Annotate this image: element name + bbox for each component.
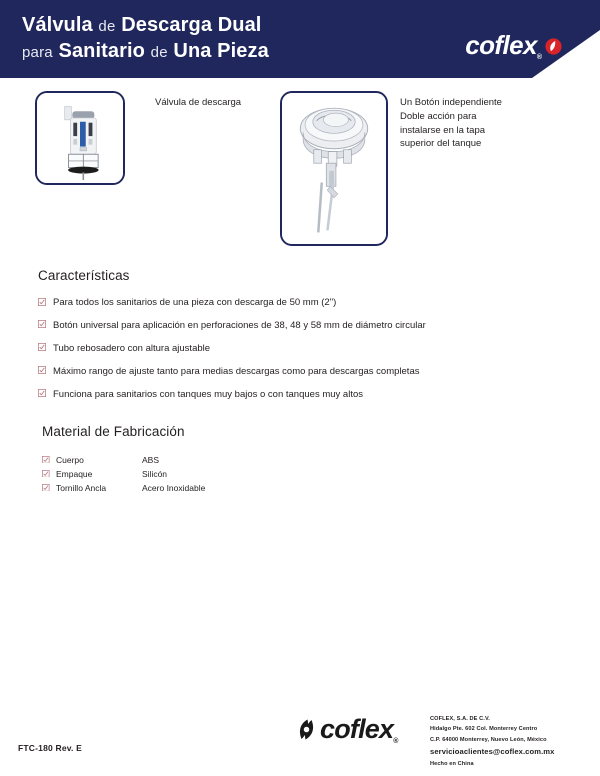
flush-valve-photo	[37, 93, 123, 183]
origin-text: Hecho en China	[430, 761, 474, 768]
title-word-para: para	[22, 44, 53, 62]
feature-text: Botón universal para aplicación en perforaciones de 38, 48 y 58 mm de diámetro circular	[53, 319, 426, 331]
coflex-droplet-icon	[297, 719, 316, 740]
checkbox-checked-icon	[42, 483, 56, 497]
caption-line-1: Un Botón independiente	[400, 97, 502, 108]
checkbox-checked-icon	[38, 389, 46, 397]
features-list	[38, 297, 426, 400]
materials-table	[42, 455, 205, 497]
feature-item	[38, 320, 426, 331]
material-part-name: Empaque	[56, 469, 93, 480]
material-part-name: Tornillo Ancla	[56, 483, 107, 494]
checkbox-checked-icon	[38, 343, 46, 351]
header-logo-trademark: ®	[536, 54, 542, 61]
title-word-sanitario: Sanitario	[58, 40, 145, 63]
feature-item	[38, 343, 426, 354]
feature-item	[38, 389, 426, 400]
header-logo-text: coflex	[465, 30, 537, 60]
checkbox-checked-icon	[38, 320, 46, 328]
material-value: Silicón	[142, 469, 168, 480]
product-images-area	[0, 78, 600, 258]
checkbox-checked-icon	[42, 455, 56, 469]
dual-flush-button-caption	[400, 96, 580, 151]
title-word-una-pieza: Una Pieza	[173, 40, 269, 63]
header-logo-wordmark	[465, 30, 542, 61]
flush-valve-caption: Válvula de descarga	[155, 97, 242, 108]
feature-text: Para todos los sanitarios de una pieza con descarga de 50 mm (2")	[53, 297, 337, 308]
page-title	[22, 12, 269, 65]
material-part-name: Cuerpo	[56, 455, 84, 465]
title-line-1	[22, 12, 269, 38]
footer-brand-logo	[297, 714, 398, 745]
caption-line-2: Doble acción para	[400, 110, 477, 122]
company-address-block	[430, 714, 554, 769]
page-header	[0, 0, 600, 78]
features-title: Características	[38, 268, 130, 283]
table-row	[42, 483, 205, 497]
feature-item	[38, 366, 426, 377]
document-code: FTC-180 Rev. E	[18, 743, 83, 753]
caption-line-4: superior del tanque	[400, 138, 482, 150]
caption-line-3: instalarse en la tapa	[400, 124, 486, 136]
title-word-de-1: de	[98, 18, 116, 35]
material-value: Acero Inoxidable	[142, 483, 206, 494]
company-name: COFLEX, S.A. DE C.V.	[430, 716, 490, 722]
feature-text: Tubo rebosadero con altura ajustable	[53, 342, 211, 354]
title-line-2	[22, 38, 269, 64]
materials-title: Material de Fabricación	[42, 424, 185, 439]
address-line-2: C.P. 64000 Monterrey, Nuevo León, México	[430, 736, 547, 743]
contact-email: servicioaclientes@coflex.com.mx	[430, 747, 555, 757]
dual-flush-button-image-box	[280, 91, 388, 246]
feature-text: Funciona para sanitarios con tanques muy bajos o con tanques muy altos	[53, 388, 363, 400]
dual-flush-button-photo	[282, 93, 386, 244]
title-word-de-2: de	[150, 44, 168, 62]
flush-valve-image-box	[35, 91, 125, 185]
features-section	[0, 268, 426, 411]
coflex-droplet-icon	[545, 38, 562, 55]
materials-section	[0, 424, 205, 497]
address-line-1: Hidalgo Pte. 602 Col. Monterrey Centro	[430, 726, 538, 733]
title-word-valvula: Válvula	[22, 14, 93, 36]
table-row	[42, 455, 205, 469]
checkbox-checked-icon	[38, 298, 46, 306]
feature-item	[38, 297, 426, 308]
checkbox-checked-icon	[42, 469, 56, 483]
footer-logo-text: coflex	[320, 714, 394, 744]
footer-logo-trademark: ®	[393, 738, 399, 745]
material-value: ABS	[142, 455, 160, 465]
feature-text: Máximo rango de ajuste tanto para medias descargas como para descargas completas	[53, 365, 420, 377]
checkbox-checked-icon	[38, 366, 46, 374]
title-word-descarga-dual: Descarga Dual	[121, 14, 262, 36]
table-row	[42, 469, 205, 483]
footer-logo-wordmark	[320, 714, 398, 745]
page-footer	[0, 690, 600, 776]
header-brand-logo	[465, 30, 562, 61]
